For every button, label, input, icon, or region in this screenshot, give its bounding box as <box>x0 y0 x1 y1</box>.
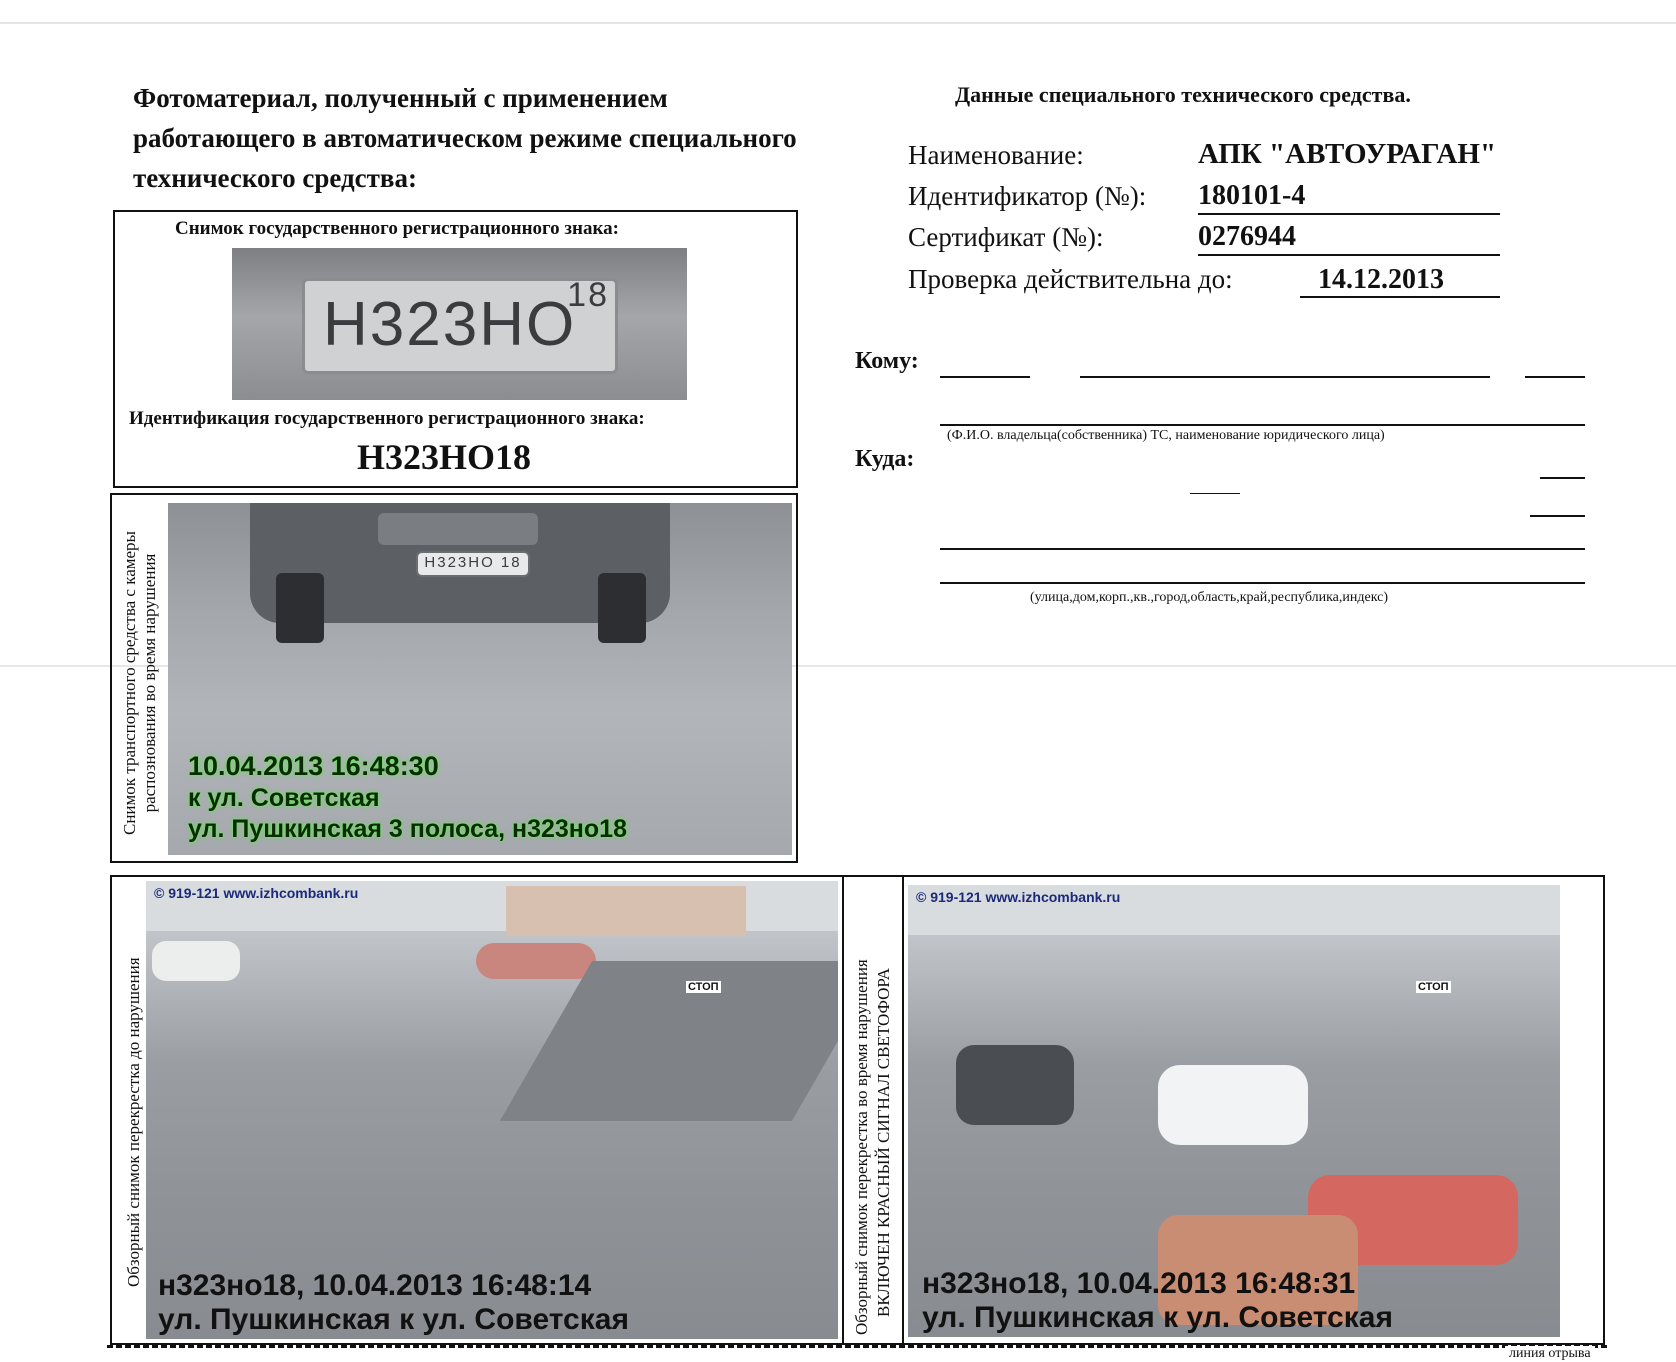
car-wheel-shape <box>276 573 324 643</box>
red-car-shape <box>476 943 596 979</box>
underline <box>1080 376 1490 378</box>
device-section-title: Данные специального технического средства. <box>955 82 1411 107</box>
underline <box>940 582 1585 584</box>
underline <box>1190 493 1240 494</box>
car-wheel-shape <box>598 573 646 643</box>
identified-plate: Н323НО18 <box>357 437 532 477</box>
device-valid-value: 14.12.2013 <box>1318 264 1444 295</box>
overview-before-caption-line2: ул. Пушкинская к ул. Советская <box>158 1303 629 1336</box>
white-car-shape <box>1158 1065 1308 1145</box>
underline <box>940 548 1585 550</box>
overview-during-caption-line2: ул. Пушкинская к ул. Советская <box>922 1301 1393 1334</box>
dark-car-shape <box>956 1045 1074 1125</box>
device-cert-value: 0276944 <box>1198 221 1296 252</box>
tear-line <box>107 1345 1607 1348</box>
plate-snapshot-title: Снимок государственного регистрационного знака: <box>175 218 619 239</box>
plate-identification-label: Идентификация государственного регистрационного знака: <box>129 408 645 429</box>
overview-before-side-label: Обзорный снимок перекрестка до нарушения <box>124 957 143 1287</box>
vehicle-photo-side-label: Снимок транспортного средства с камеры распознования во время нарушения <box>120 531 159 835</box>
underline <box>1198 213 1500 215</box>
underline <box>1525 376 1585 378</box>
plate-closeup-image <box>232 248 687 400</box>
device-id-label: Идентификатор (№): <box>908 181 1147 211</box>
overview-during-photo <box>908 885 1560 1337</box>
overview-during-side-label-2: ВКЛЮЧЕН КРАСНЫЙ СИГНАЛ СВЕТОФОРА <box>874 968 893 1317</box>
underline <box>940 376 1030 378</box>
overview-photos-box <box>110 875 1605 1345</box>
scan-fold-line <box>0 22 1676 24</box>
where-label: Куда: <box>855 446 915 472</box>
overview-before-cam-tag: © 919-121 www.izhcombank.ru <box>154 885 359 901</box>
tear-line-label: линия отрыва <box>1505 1346 1595 1362</box>
underline <box>1300 296 1500 298</box>
car-plate: Н323НО 18 <box>416 551 530 577</box>
car-grille-shape <box>378 513 538 545</box>
plate-snapshot-box <box>113 210 798 488</box>
tram-shape <box>506 886 746 936</box>
overview-during-caption-line1: н323но18, 10.04.2013 16:48:31 <box>922 1267 1356 1300</box>
sidewalk-shape <box>500 961 838 1121</box>
vehicle-photo-box <box>110 493 798 863</box>
divider <box>902 877 904 1343</box>
device-name-label: Наименование: <box>908 140 1084 170</box>
document-title: Фотоматериал, полученный с применением работающего в автоматическом режиме специального технического средства: <box>133 83 797 193</box>
device-valid-label: Проверка действительна до: <box>908 264 1233 294</box>
to-hint: (Ф.И.О. владельца(собственника) ТС, наименование юридического лица) <box>947 428 1385 443</box>
vehicle-caption-datetime: 10.04.2013 16:48:30 <box>188 751 439 781</box>
plate-closeup-number: Н323НО <box>323 290 577 359</box>
stop-sign: СТОП <box>688 981 719 993</box>
overview-during-side-label-1: Обзорный снимок перекрестка во время нарушения <box>852 959 871 1335</box>
device-cert-label: Сертификат (№): <box>908 222 1104 252</box>
device-name-value: АПК "АВТОУРАГАН" <box>1198 138 1497 170</box>
device-id-value: 180101-4 <box>1198 180 1306 211</box>
underline <box>1530 515 1585 517</box>
stop-sign: СТОП <box>1418 981 1449 993</box>
plate-closeup-region: 18 <box>567 276 609 314</box>
divider <box>842 877 844 1343</box>
plate-closeup <box>302 278 618 374</box>
where-hint: (улица,дом,корп.,кв.,город,область,край,республика,индекс) <box>1030 590 1389 605</box>
overview-during-cam-tag: © 919-121 www.izhcombank.ru <box>916 889 1121 905</box>
underline <box>1540 477 1585 479</box>
underline <box>940 424 1585 426</box>
overview-before-photo <box>146 881 838 1339</box>
overview-before-caption-line1: н323но18, 10.04.2013 16:48:14 <box>158 1269 592 1302</box>
vehicle-caption-location: ул. Пушкинская 3 полоса, н323но18 <box>188 815 627 843</box>
vehicle-caption-direction: к ул. Советская <box>188 784 380 812</box>
vehicle-photo <box>168 503 792 855</box>
underline <box>1198 254 1500 256</box>
to-label: Кому: <box>855 348 919 374</box>
white-car-shape <box>152 941 240 981</box>
